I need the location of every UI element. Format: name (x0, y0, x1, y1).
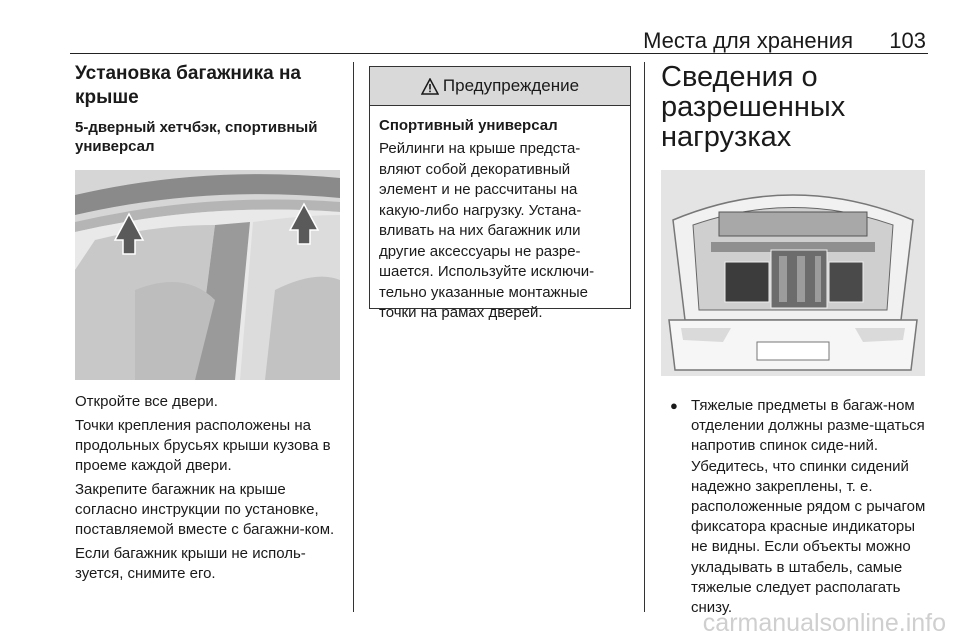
paragraph-2: Точки крепления расположены на продольных брусьях крыши кузова в проеме каждой двери. (75, 417, 331, 474)
section-title: Установка багажника на крыше (75, 63, 301, 108)
warning-body (370, 106, 630, 324)
load-bullet-item (661, 396, 931, 618)
paragraph-4: Если багажник крыши не исполь-зуется, снимите его. (75, 545, 306, 582)
column-divider-right (644, 62, 645, 612)
warning-text: Рейлинги на крыше предста-вляют собой декоративный элемент и не рассчитаны на какую-либо нагрузку. Устана-вливать на них багажник или другие аксессуары не разре-шается. Используйте исключи-тельно указанные монтажные точки на рамах дверей. (379, 140, 595, 321)
page-number: 103 (889, 28, 926, 53)
warning-box (369, 66, 631, 321)
roof-rack-mounting-points-figure (75, 170, 340, 380)
bullet-text: Тяжелые предметы в багаж-ном отделении должны разме-щаться напротив спинок сиде-ний. Убедитесь, что спинки сидений надежно закреплены, т. е. расположенные рядом с рычагом фиксатора красные индикаторы не видны. Если объекты можно укладывать в штабель, самые тяжелые следует располагать снизу. (691, 397, 926, 617)
column-divider-left (353, 62, 354, 612)
left-column (75, 62, 343, 584)
right-column (661, 62, 931, 618)
loaded-trunk-figure (661, 170, 925, 376)
warning-heading: Предупреждение (442, 76, 580, 95)
paragraph-1: Откройте все двери. (75, 393, 218, 410)
running-header-title: Места для хранения (643, 28, 853, 53)
load-info-title: Сведения о разрешенных нагрузках (661, 61, 846, 153)
paragraph-3: Закрепите багажник на крыше согласно инструкции по установке, поставляемой вместе с багажни-ком. (75, 481, 335, 538)
page-header (70, 26, 928, 54)
header-rule (70, 53, 928, 54)
section-subtitle: 5-дверный хетчбэк, спортивный универсал (75, 119, 318, 155)
warning-triangle-icon (421, 78, 439, 95)
bullet-marker: ● (670, 398, 678, 413)
watermark: carmanualsonline.info (702, 609, 946, 637)
warning-subheading: Спортивный универсал (379, 117, 558, 134)
warning-header (370, 67, 630, 106)
